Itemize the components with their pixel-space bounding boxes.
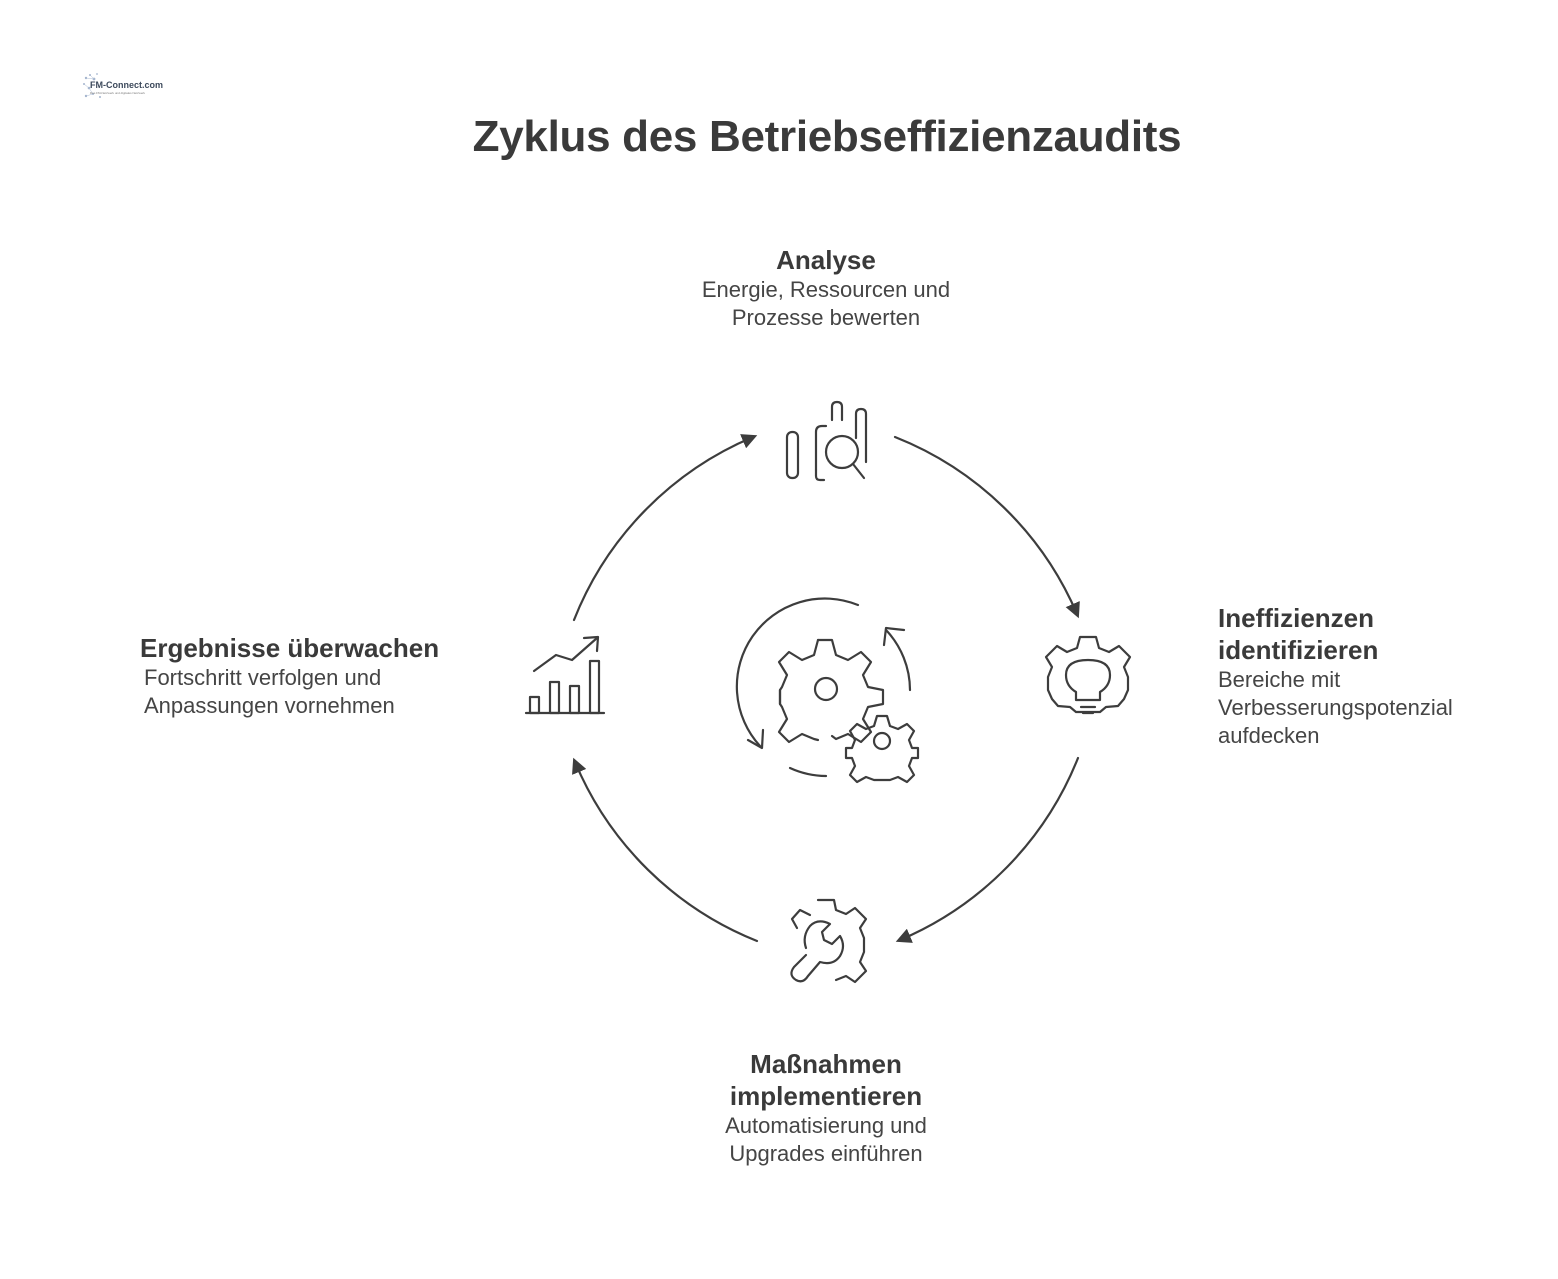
arrow-massnahmen-to-ergebnisse xyxy=(575,762,757,941)
stage-analyse xyxy=(626,244,1026,332)
chart-search-icon xyxy=(787,402,866,480)
stage-ergebnisse-title: Ergebnisse überwachen xyxy=(140,633,440,663)
gear-lightbulb-icon xyxy=(1046,637,1130,713)
stage-ergebnisse xyxy=(140,632,470,720)
stage-ineffizienzen-description: Bereiche mit Verbesserungspotenzial aufdecken xyxy=(1218,667,1453,748)
stage-massnahmen-title: Maßnahmen implementieren xyxy=(729,1049,923,1111)
arrow-ergebnisse-to-analyse xyxy=(574,437,753,620)
logo-text: FM-Connect.com xyxy=(90,80,163,90)
stage-analyse-description: Energie, Ressourcen und Prozesse bewerten xyxy=(701,277,951,330)
arrow-analyse-to-ineffizienzen xyxy=(895,437,1077,614)
stage-analyse-title: Analyse xyxy=(776,245,876,275)
wrench-gear-icon xyxy=(791,900,866,982)
stage-massnahmen-description: Automatisierung und Upgrades einführen xyxy=(725,1113,927,1166)
logo-subtext: Das FM-Netzwerk und digitales Netzwerk xyxy=(90,91,146,95)
stage-ergebnisse-description: Fortschritt verfolgen und Anpassungen vornehmen xyxy=(144,665,395,718)
arrow-ineffizienzen-to-massnahmen xyxy=(900,758,1078,940)
stage-ineffizienzen xyxy=(1218,602,1518,750)
page-title: Zyklus des Betriebseffizienzaudits xyxy=(472,112,1182,161)
stage-massnahmen xyxy=(676,1048,976,1168)
gears-cycle-icon xyxy=(737,599,918,782)
stage-ineffizienzen-title: Ineffizienzen identifizieren xyxy=(1218,603,1379,665)
bar-chart-trend-icon xyxy=(526,637,604,713)
